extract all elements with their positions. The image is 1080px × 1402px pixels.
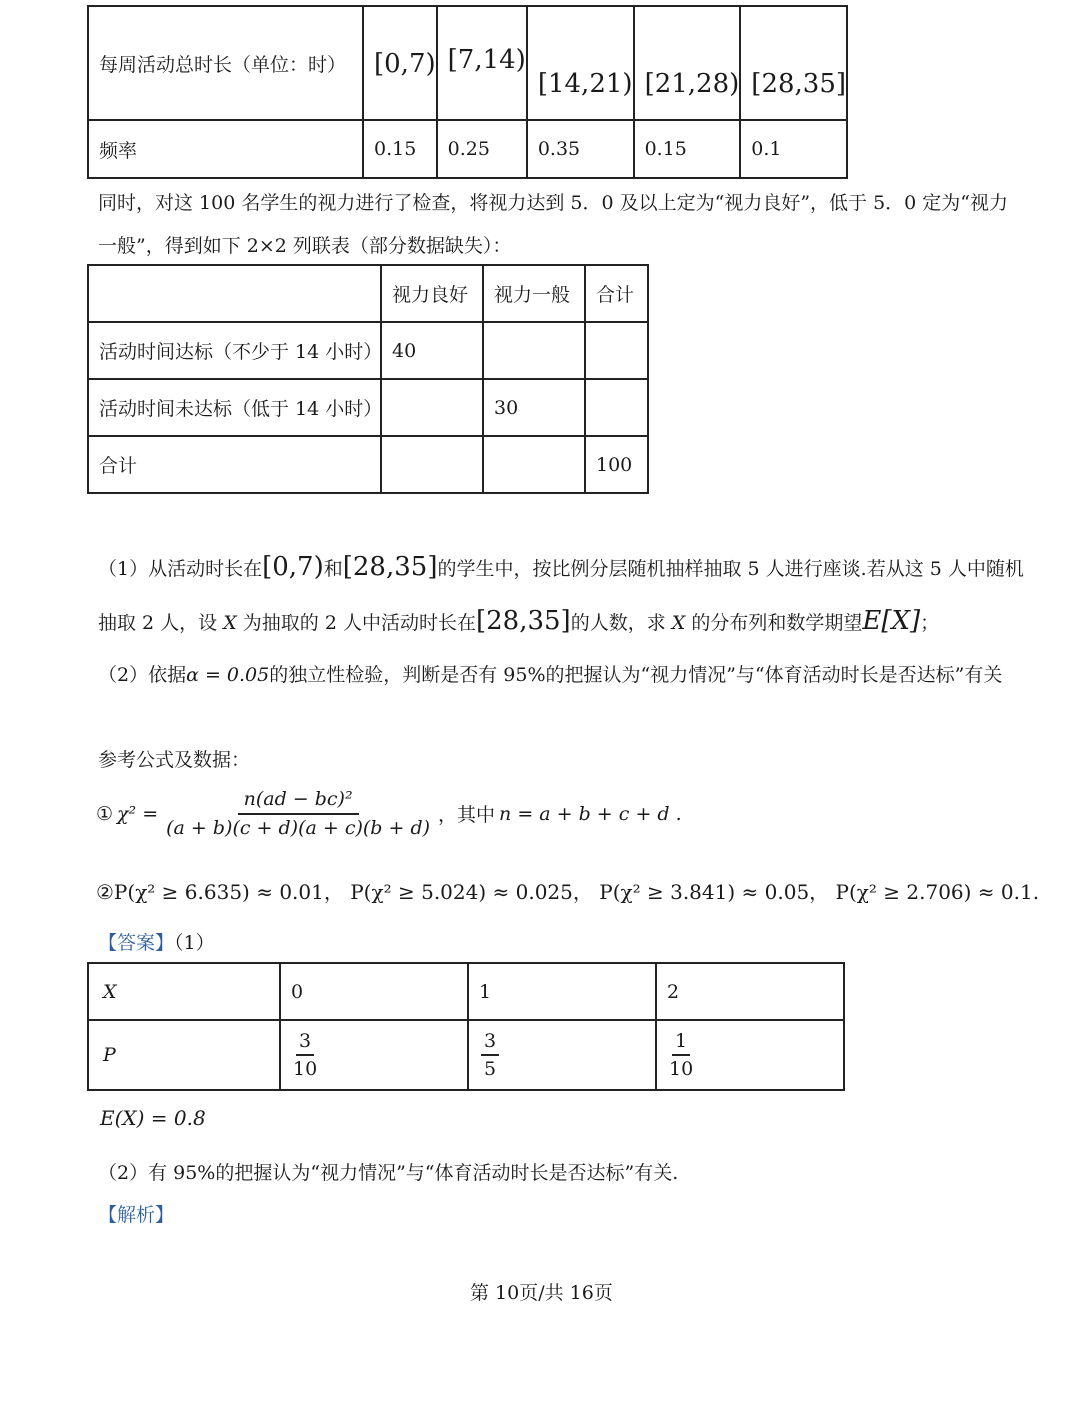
question-1-line-2: 抽取 2 人，设 X 为抽取的 2 人中活动时长在[28,35]的人数，求 X 的分布列和数学期望E[X]； [98, 606, 940, 636]
distribution-x-label: X [88, 963, 280, 1020]
contingency-header: 合计 [585, 265, 648, 322]
contingency-cell [483, 436, 585, 493]
formula-critical-values: ②P(χ² ≥ 6.635) ≈ 0.01， P(χ² ≥ 5.024) ≈ 0.025， P(χ² ≥ 3.841) ≈ 0.05， P(χ² ≥ 2.706) ≈ 0.1. [96, 880, 1040, 904]
contingency-row-label: 活动时间达标（不少于 14 小时） [88, 322, 381, 379]
contingency-cell: 40 [381, 322, 483, 379]
answer-label: 【答案】 [98, 932, 175, 954]
interval-cell: [21,28) [634, 6, 741, 120]
contingency-cell [381, 379, 483, 436]
contingency-cell [483, 322, 585, 379]
intro-line-1: 同时，对这 100 名学生的视力进行了检查，将视力达到 5．0 及以上定为“视力良好”，低于 5．0 定为“视力 [98, 192, 1008, 214]
frequency-table [87, 5, 848, 179]
distribution-x-value: 1 [468, 963, 656, 1020]
distribution-p-value: $\frac{1}{10}$ [656, 1020, 844, 1090]
distribution-p-label: P [88, 1020, 280, 1090]
interval-cell: [28,35] [740, 6, 847, 120]
question-2: （2）依据α = 0.05的独立性检验，判断是否有 95%的把握认为“视力情况”与“体育活动时长是否达标”有关 [98, 664, 1003, 686]
intro-line-2: 一般”，得到如下 2×2 列联表（部分数据缺失）： [98, 235, 512, 257]
answer-part-2: （2）有 95%的把握认为“视力情况”与“体育活动时长是否达标”有关. [98, 1162, 679, 1184]
interval-cell: [0,7) [363, 6, 437, 120]
frequency-value: 0.15 [634, 120, 741, 178]
distribution-p-value: $\frac{3}{10}$ [280, 1020, 468, 1090]
contingency-header: 视力良好 [381, 265, 483, 322]
answer-heading: 【答案】（1） [98, 932, 215, 954]
frequency-value: 0.25 [437, 120, 527, 178]
contingency-cell [381, 436, 483, 493]
frequency-label: 频率 [88, 120, 363, 178]
contingency-cell [585, 322, 648, 379]
contingency-row-label: 活动时间未达标（低于 14 小时） [88, 379, 381, 436]
reference-title: 参考公式及数据： [98, 749, 251, 771]
contingency-cell: 100 [585, 436, 648, 493]
contingency-header: 视力一般 [483, 265, 585, 322]
distribution-table [87, 962, 845, 1091]
contingency-header-blank [88, 265, 381, 322]
question-1-line-1: （1）从活动时长在[0,7)和[28,35]的学生中，按比例分层随机抽样抽取 5 人进行座谈.若从这 5 人中随机 [98, 552, 1024, 582]
expectation-result: E(X) = 0.8 [100, 1106, 206, 1130]
contingency-row-label: 合计 [88, 436, 381, 493]
formula-chi-square: ① χ² = $\frac{\text{n(ad − bc)²}}{(a + b)(c + d)(a + c)(b + d)}$ ，其中 n = a + b + c + d . [96, 788, 682, 839]
contingency-cell [585, 379, 648, 436]
analysis-label: 【解析】 [98, 1204, 175, 1226]
distribution-x-value: 0 [280, 963, 468, 1020]
contingency-table [87, 264, 649, 494]
interval-cell: [14,21) [527, 6, 634, 120]
distribution-p-value: $\frac{3}{5}$ [468, 1020, 656, 1090]
frequency-table-header: 每周活动总时长（单位：时） [88, 6, 363, 120]
interval-cell: [7,14) [437, 6, 527, 120]
contingency-cell: 30 [483, 379, 585, 436]
frequency-value: 0.35 [527, 120, 634, 178]
page-footer: 第 10页/共 16页 [470, 1282, 613, 1304]
frequency-value: 0.1 [740, 120, 847, 178]
distribution-x-value: 2 [656, 963, 844, 1020]
frequency-value: 0.15 [363, 120, 437, 178]
